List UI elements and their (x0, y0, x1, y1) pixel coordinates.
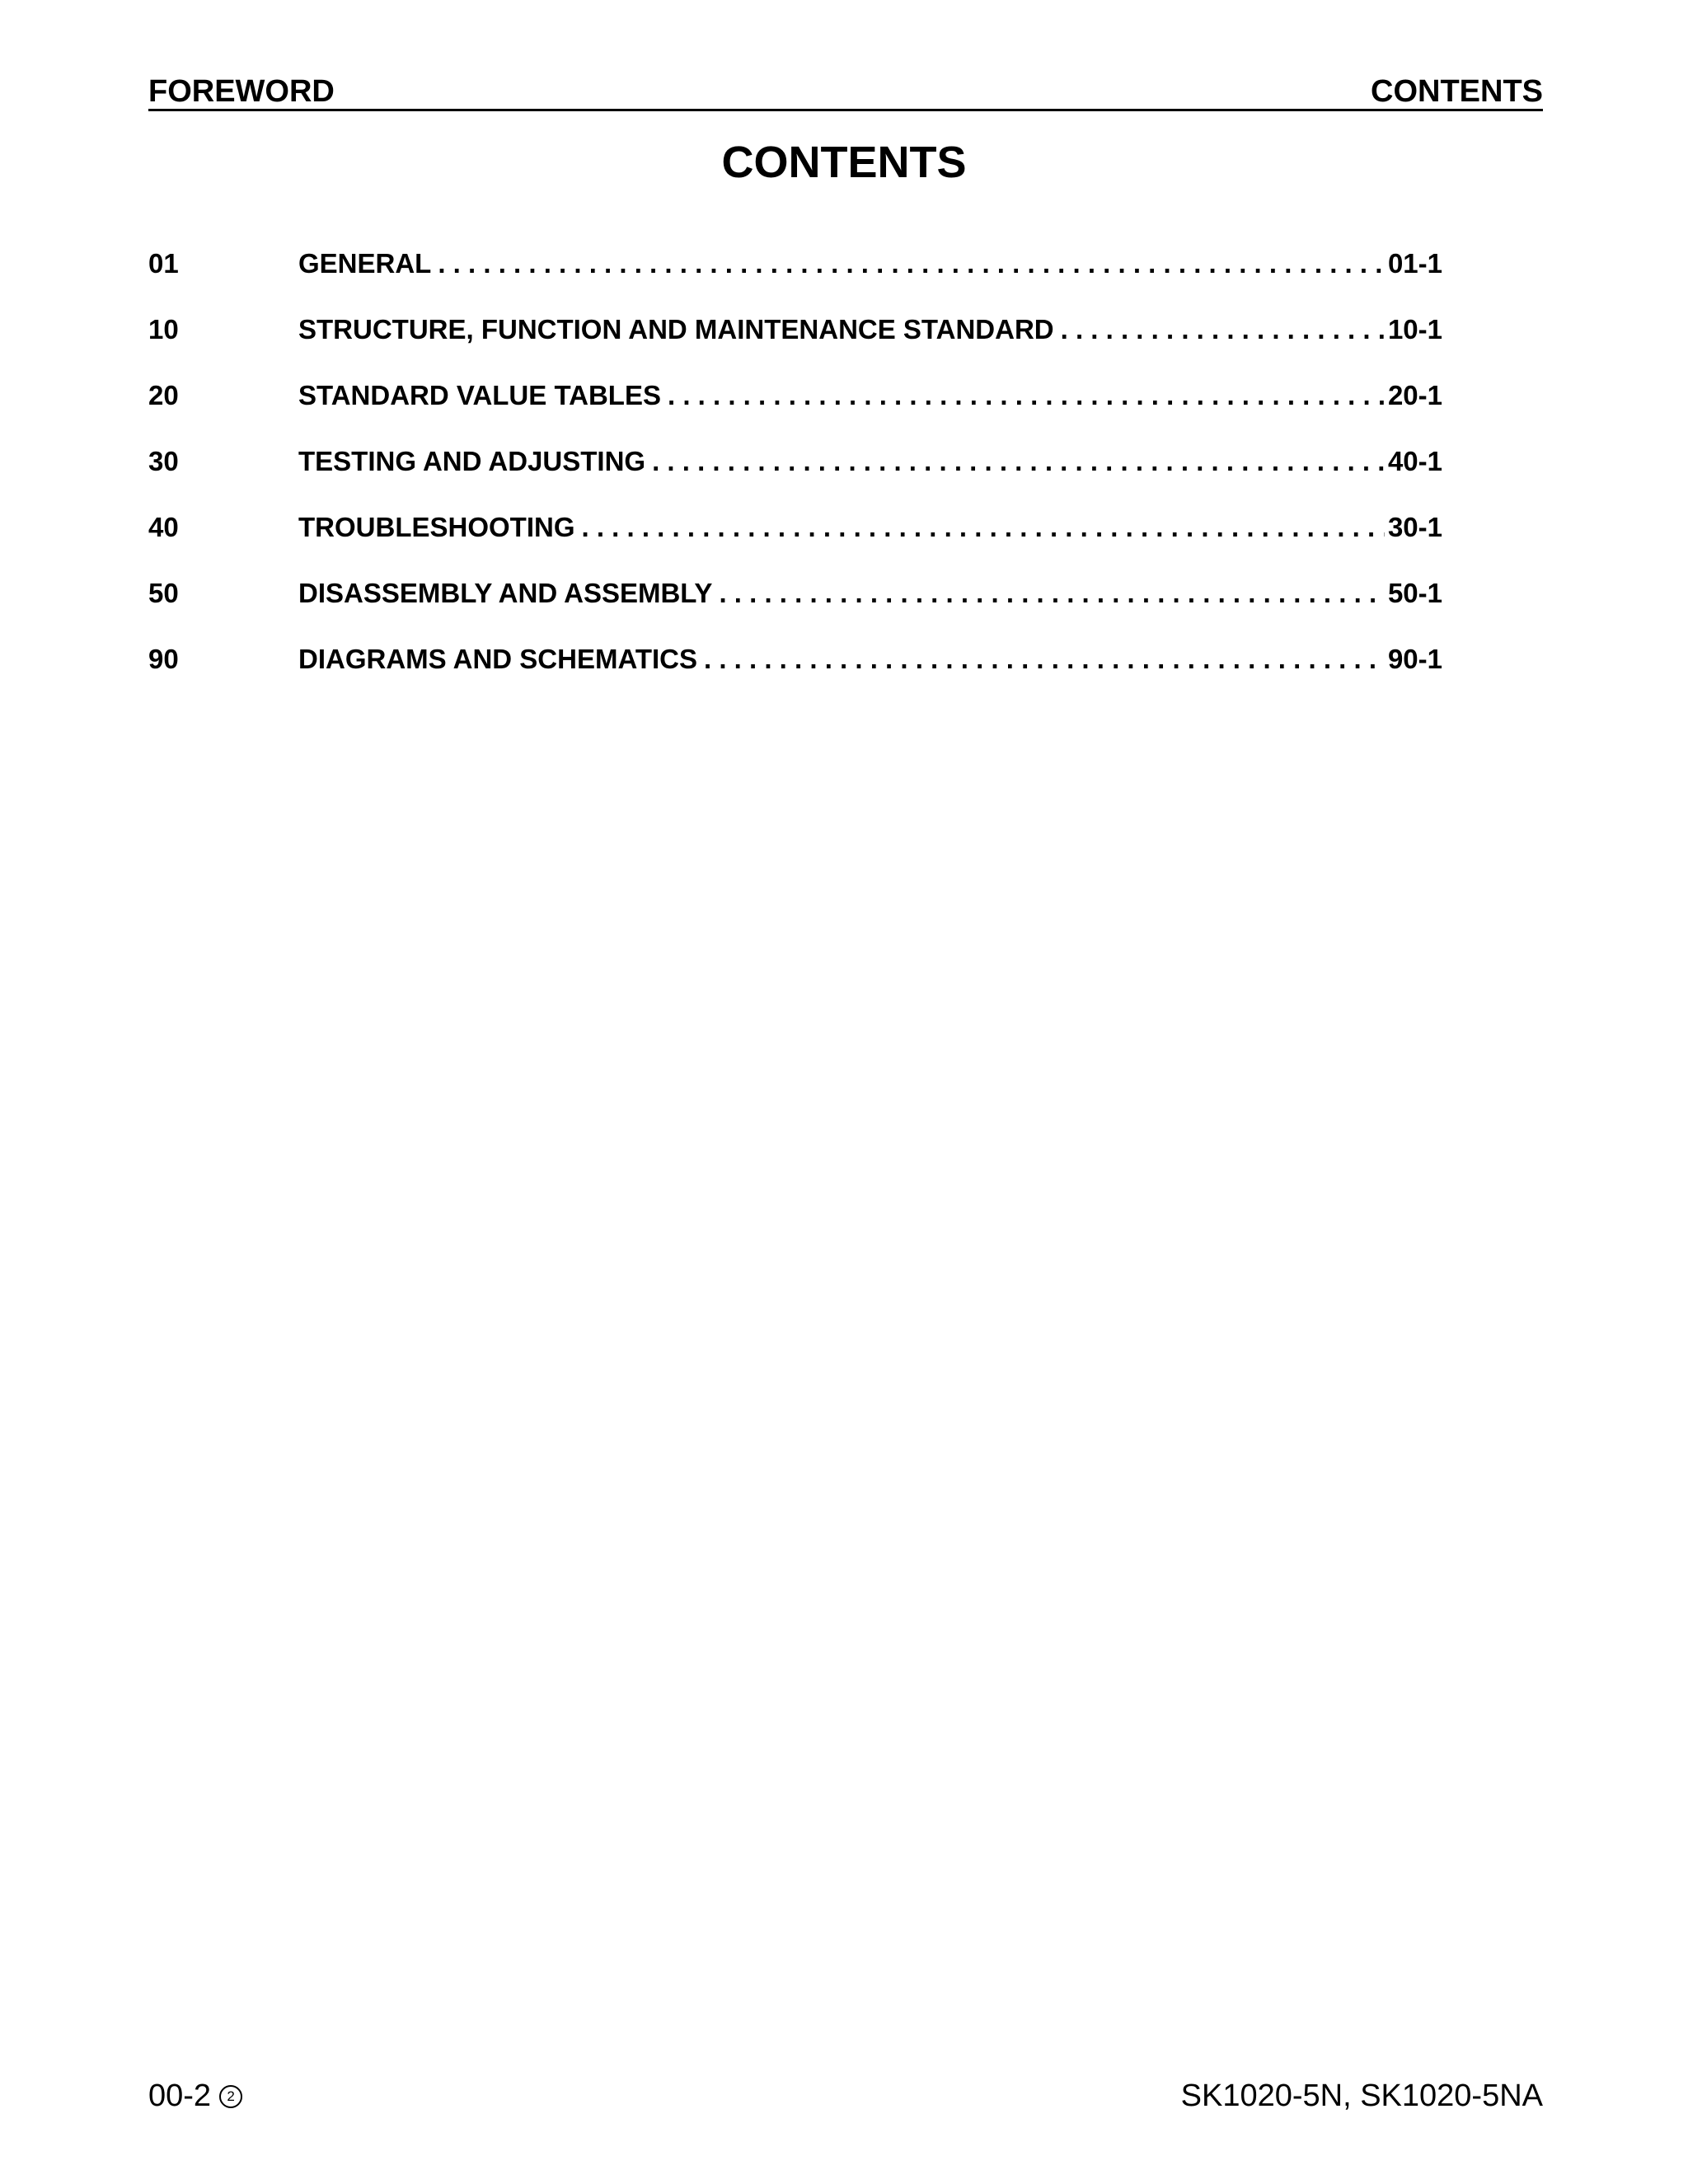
toc-section-number: 20 (148, 380, 179, 410)
toc-page-number: 10-1 (1387, 314, 1442, 344)
toc-page-number: 30-1 (1387, 512, 1442, 542)
toc-dot-leader (645, 446, 1385, 477)
toc-page-number: 40-1 (1387, 446, 1442, 476)
toc-entry (298, 248, 1442, 279)
page-title: CONTENTS (721, 138, 967, 187)
toc-dot-leader (1054, 314, 1385, 345)
toc-dot-leader (712, 578, 1385, 609)
toc-section-number: 90 (148, 644, 179, 674)
revision-circle-icon: 2 (219, 2085, 242, 2108)
toc-dot-leader (575, 512, 1386, 543)
toc-dot-leader (697, 644, 1385, 675)
toc-page-number: 90-1 (1387, 644, 1442, 674)
toc-row-disassembly-assembly[interactable] (148, 560, 1442, 626)
toc-section-number: 10 (148, 314, 179, 344)
toc-entry (298, 578, 1442, 609)
toc-section-title: STANDARD VALUE TABLES (298, 380, 661, 410)
toc-dot-leader (661, 380, 1385, 411)
toc-row-structure[interactable] (148, 297, 1442, 363)
toc-entry (298, 446, 1442, 477)
toc-section-title: TROUBLESHOOTING (298, 512, 575, 542)
toc-section-title: DISASSEMBLY AND ASSEMBLY (298, 578, 713, 608)
toc-section-title: DIAGRAMS AND SCHEMATICS (298, 644, 697, 674)
toc-page-number: 50-1 (1387, 578, 1442, 608)
page-header (148, 68, 1543, 111)
footer-model-name: SK1020-5N, SK1020-5NA (1180, 2079, 1543, 2113)
toc-row-troubleshooting[interactable] (148, 494, 1442, 560)
header-chapter-name: CONTENTS (1371, 74, 1543, 109)
toc-entry (298, 314, 1442, 345)
toc-section-title: STRUCTURE, FUNCTION AND MAINTENANCE STANDARD (298, 314, 1054, 344)
toc-section-title: GENERAL (298, 248, 432, 279)
toc-page-number: 01-1 (1387, 248, 1442, 279)
toc-entry (298, 380, 1442, 411)
header-section-name: FOREWORD (148, 74, 335, 109)
toc-page-number: 20-1 (1387, 380, 1442, 410)
toc-section-number: 01 (148, 248, 179, 279)
toc-section-number: 50 (148, 578, 179, 608)
toc-section-title: TESTING AND ADJUSTING (298, 446, 646, 476)
toc-section-number: 40 (148, 512, 179, 542)
toc-row-standard-value-tables[interactable] (148, 363, 1442, 429)
footer-page-number (148, 2079, 242, 2114)
toc-row-testing-adjusting[interactable] (148, 429, 1442, 494)
toc-dot-leader (431, 248, 1385, 279)
page-number: 00-2 (148, 2079, 212, 2113)
toc-row-general[interactable] (148, 231, 1442, 297)
table-of-contents (148, 231, 1442, 692)
toc-entry (298, 512, 1442, 543)
toc-row-diagrams-schematics[interactable] (148, 626, 1442, 692)
toc-entry (298, 644, 1442, 675)
toc-section-number: 30 (148, 446, 179, 476)
